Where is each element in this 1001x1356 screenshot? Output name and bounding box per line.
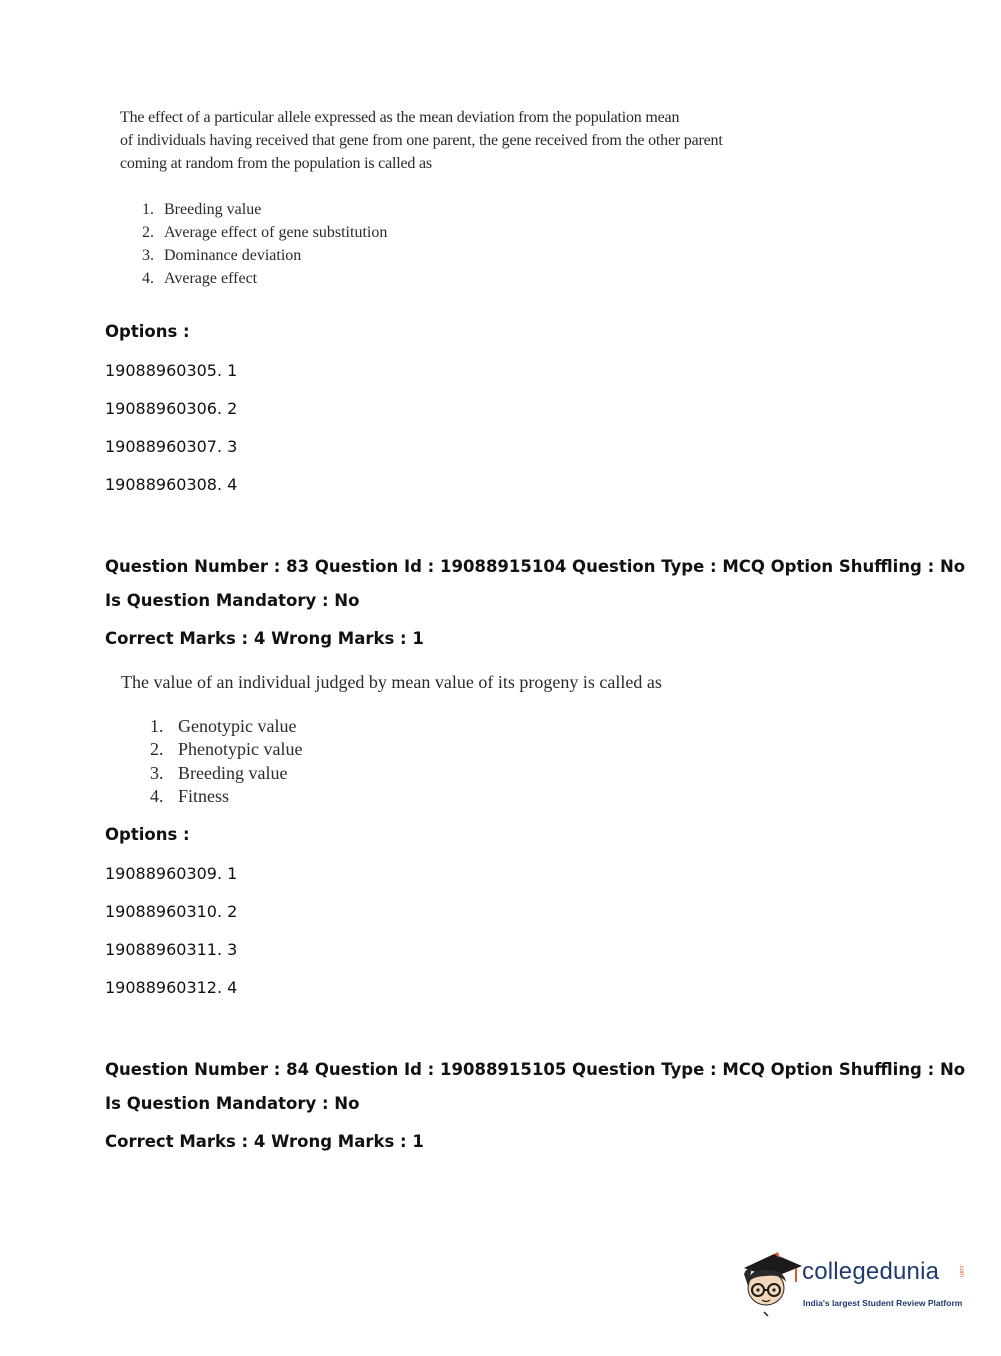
q82-stem-line-1: The effect of a particular allele expressed as the mean deviation from the population mean	[120, 109, 680, 126]
q82-option-4: 19088960308. 4	[105, 475, 238, 494]
logo-wordmark: collegedunia	[802, 1258, 940, 1285]
q82-choice-2: 2. Average effect of gene substitution	[142, 224, 388, 241]
q83-choices	[150, 715, 302, 808]
logo-tagline: India's largest Student Review Platform	[803, 1298, 963, 1308]
q83-mandatory: Is Question Mandatory : No	[105, 591, 360, 610]
q82-option-3: 19088960307. 3	[105, 437, 238, 456]
q83-choice-1: 1. Genotypic value	[150, 716, 297, 736]
q83-header: Question Number : 83 Question Id : 19088915104 Question Type : MCQ Option Shuffling : No	[105, 557, 966, 576]
q83-option-3: 19088960311. 3	[105, 940, 238, 959]
q82-options-label: Options :	[105, 322, 190, 341]
q83-option-4: 19088960312. 4	[105, 978, 238, 997]
q83-options-label: Options :	[105, 825, 190, 844]
collegedunia-logo	[740, 1246, 970, 1318]
q82-choices	[142, 198, 387, 290]
q82-stem	[120, 106, 740, 175]
q82-stem-line-3: coming at random from the population is called as	[120, 155, 432, 172]
q82-choice-1: 1. Breeding value	[142, 201, 262, 218]
q83-option-2: 19088960310. 2	[105, 902, 238, 921]
q83-option-1: 19088960309. 1	[105, 864, 238, 883]
q83-choice-4: 4. Fitness	[150, 785, 230, 806]
q83-choice-2: 2. Phenotypic value	[150, 739, 303, 760]
q84-mandatory: Is Question Mandatory : No	[105, 1094, 360, 1113]
q82-choice-4: 4. Average effect	[142, 270, 258, 287]
q82-option-2: 19088960306. 2	[105, 399, 238, 418]
q82-option-1: 19088960305. 1	[105, 361, 238, 380]
mascot-icon	[740, 1246, 802, 1318]
q83-choice-3: 3. Breeding value	[150, 762, 288, 783]
q82-choice-3: 3. Dominance deviation	[142, 247, 302, 264]
q83-marks: Correct Marks : 4 Wrong Marks : 1	[105, 629, 424, 648]
q84-marks: Correct Marks : 4 Wrong Marks : 1	[105, 1132, 424, 1151]
logo-dotcom: .com	[958, 1264, 964, 1278]
q84-header: Question Number : 84 Question Id : 19088915105 Question Type : MCQ Option Shuffling : No	[105, 1060, 966, 1079]
q83-stem: The value of an individual judged by mean value of its progeny is called as	[121, 672, 662, 692]
q82-stem-line-2: of individuals having received that gene from one parent, the gene received from the other parent	[120, 132, 723, 149]
